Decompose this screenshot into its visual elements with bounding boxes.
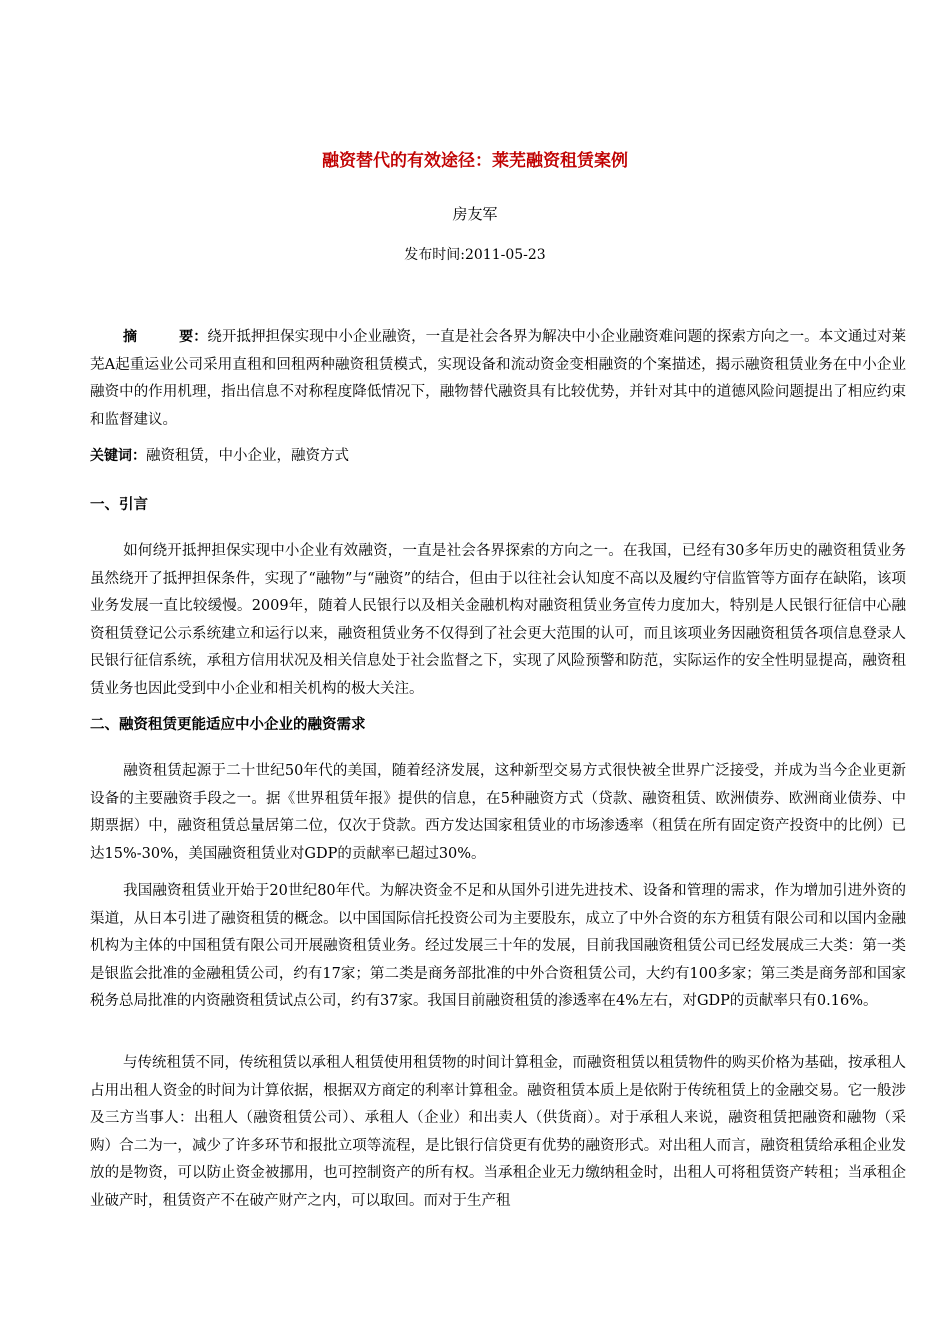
author: 房友军	[452, 205, 498, 223]
section-1-paragraph-1: 如何绕开抵押担保实现中小企业有效融资，一直是社会各界探索的方向之一。在我国，已经有30多年历史的融资租赁业务虽然绕开了抵押担保条件，实现了“融物”与“融资”的结合，但由于以往社会认知度不高以及履约守信监管等方面存在缺陷，该项业务发展一直比较缓慢。2009年，随着人民银行以及相关金融机构对融资租赁业务宣传力度加大，特别是人民银行征信中心融资租赁登记公示系统建立和运行以来，融资租赁业务不仅得到了社会更大范围的认可，而且该项业务因融资租赁各项信息登录人民银行征信系统，承租方信用状况及相关信息处于社会监督之下，实现了风险预警和防范，实际运作的安全性明显提高，融资租赁业务也因此受到中小企业和相关机构的极大关注。	[90, 543, 906, 697]
section-heading-2: 二、融资租赁更能适应中小企业的融资需求	[90, 717, 366, 733]
keywords-label: 关键词：	[90, 448, 146, 464]
abstract-text: 绕开抵押担保实现中小企业融资，一直是社会各界为解决中小企业融资难问题的探索方向之一。本文通过对莱芜A起重运业公司采用直租和回租两种融资租赁模式，实现设备和流动资金变相融资的个案描述，揭示融资租赁业务在中小企业融资中的作用机理，指出信息不对称程度降低情况下，融物替代融资具有比较优势，并针对其中的道德风险问题提出了相应约束和监督建议。	[90, 329, 907, 428]
section-2-paragraph-3: 与传统租赁不同，传统租赁以承租人租赁使用租赁物的时间计算租金，而融资租赁以租赁物件的购买价格为基础，按承租人占用出租人资金的时间为计算依据，根据双方商定的利率计算租金。融资租赁本质上是依附于传统租赁上的金融交易。它一般涉及三方当事人：出租人（融资租赁公司）、承租人（企业）和出卖人（供货商）。对于承租人来说，融资租赁把融资和融物（采购）合二为一，减少了许多环节和报批立项等流程，是比银行信贷更有优势的融资形式。对出租人而言，融资租赁给承租企业发放的是物资，可以防止资金被挪用，也可控制资产的所有权。当承租企业无力缴纳租金时，出租人可将租赁资产转租；当承租企业破产时，租赁资产不在破产财产之内，可以取回。而对于生产租	[90, 1055, 906, 1209]
section-2-paragraph-2: 我国融资租赁业开始于20世纪80年代。为解决资金不足和从国外引进先进技术、设备和管理的需求，作为增加引进外资的渠道，从日本引进了融资租赁的概念。以中国国际信托投资公司为主要股东，成立了中外合资的东方租赁有限公司和以国内金融机构为主体的中国租赁有限公司开展融资租赁业务。经过发展三十年的发展，目前我国融资租赁公司已经发展成三大类：第一类是银监会批准的金融租赁公司，约有17家；第二类是商务部批准的中外合资租赁公司，大约有100多家；第三类是商务部和国家税务总局批准的内资融资租赁试点公司，约有37家。我国目前融资租赁的渗透率在4%左右，对GDP的贡献率只有0.16%。	[90, 883, 906, 1010]
abstract-paragraph	[90, 324, 906, 434]
abstract-label: 摘 要：	[123, 329, 208, 345]
section-2-paragraph-1: 融资租赁起源于二十世纪50年代的美国，随着经济发展，这种新型交易方式很快被全世界广泛接受，并成为当今企业更新设备的主要融资手段之一。据《世界租赁年报》提供的信息，在5种融资方式（贷款、融资租赁、欧洲债券、欧洲商业债券、中期票据）中，融资租赁总量居第二位，仅次于贷款。西方发达国家租赁业的市场渗透率（租赁在所有固定资产投资中的比例）已达15%-30%，美国融资租赁业对GDP的贡献率已超过30%。	[90, 763, 906, 862]
document-title: 融资替代的有效途径：莱芜融资租赁案例	[322, 151, 628, 171]
section-heading-1: 一、引言	[90, 497, 148, 513]
keywords-paragraph	[90, 443, 906, 471]
keywords-text: 融资租赁，中小企业，融资方式	[146, 448, 349, 464]
publish-date: 发布时间:2011-05-23	[404, 247, 546, 263]
